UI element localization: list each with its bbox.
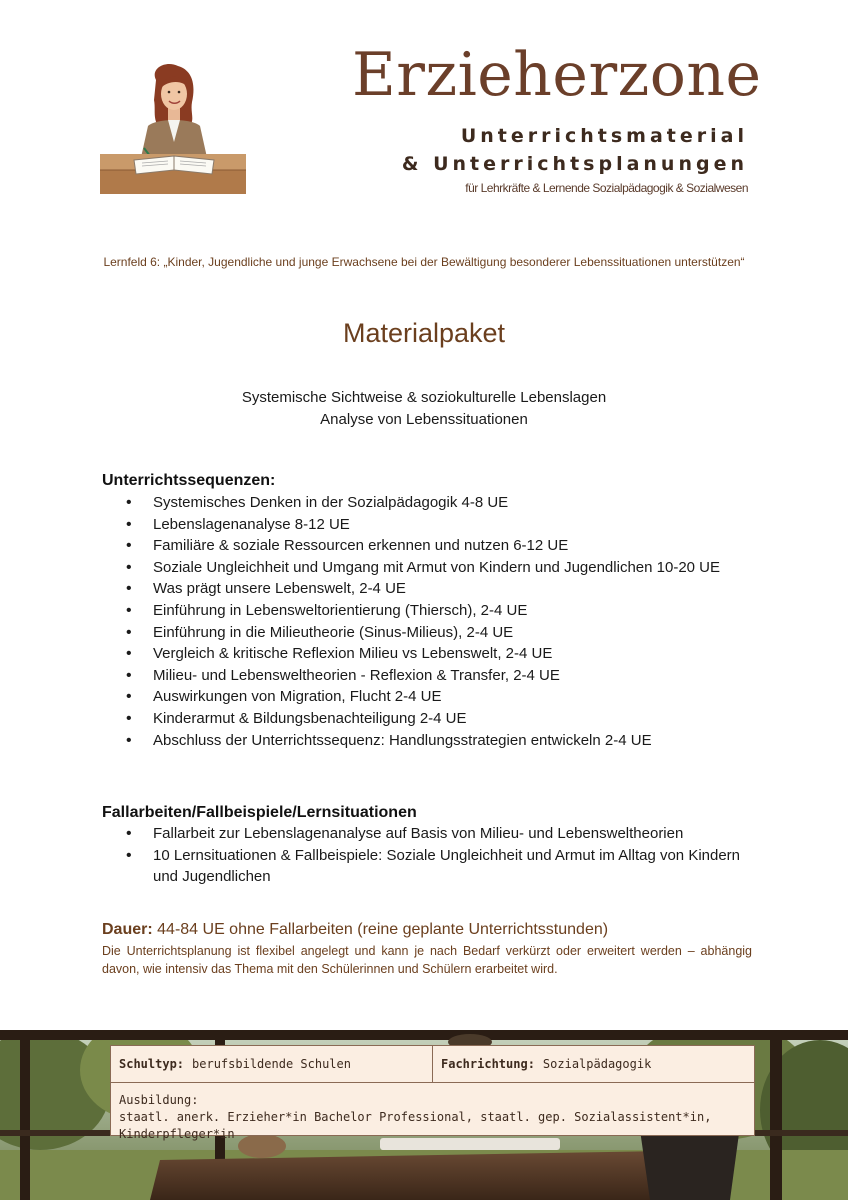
- list-item: • Milieu- und Lebensweltheorien - Reflexion & Transfer, 2-4 UE: [102, 665, 762, 687]
- lernfeld-caption: Lernfeld 6: „Kinder, Jugendliche und junge Erwachsene bei der Bewältigung besonderer Lebenssituationen unterstützen“: [103, 255, 745, 269]
- training-value: staatl. anerk. Erzieher*in Bachelor Professional, staatl. gep. Sozialassistent*in, Kinderpfleger*in: [119, 1110, 712, 1141]
- teacher-illustration: [100, 62, 246, 194]
- list-item: • Fallarbeit zur Lebenslagenanalyse auf Basis von Milieu- und Lebensweltheorien: [102, 823, 762, 845]
- info-box: [110, 1045, 755, 1141]
- brand-subtitle-line1: Unterrichtsmaterial: [460, 125, 748, 147]
- subtitle-line2: Analyse von Lebenssituationen: [320, 411, 528, 428]
- units-heading: Unterrichtssequenzen:: [102, 472, 276, 489]
- training-cell: [111, 1083, 754, 1143]
- brand-subtitle-line3: für Lehrkräfte & Lernende Sozialpädagogik & Sozialwesen: [465, 181, 748, 195]
- list-item: • Kinderarmut & Bildungsbenachteiligung 2-4 UE: [102, 708, 762, 730]
- duration-note: Die Unterrichtsplanung ist flexibel angelegt und kann je nach Bedarf verkürzt oder erweitert werden – abhängig davon, wie intensiv das Thema mit den Schülerinnen und Schülern erarbeitet wird.: [102, 944, 752, 976]
- training-label: Ausbildung:: [119, 1093, 199, 1107]
- duration-value: 44-84 UE ohne Fallarbeiten (reine geplante Unterrichtsstunden): [157, 921, 609, 938]
- list-item: • Soziale Ungleichheit und Umgang mit Armut von Kindern und Jugendlichen 10-20 UE: [102, 557, 762, 579]
- field-value: Sozialpädagogik: [542, 1057, 652, 1071]
- duration-label: Dauer:: [102, 921, 153, 938]
- list-item: • Familiäre & soziale Ressourcen erkennen und nutzen 6-12 UE: [102, 535, 762, 557]
- field-label: Fachrichtung:: [441, 1057, 535, 1071]
- subtitle-line1: Systemische Sichtweise & soziokulturelle Lebenslagen: [241, 389, 607, 406]
- list-item: • Lebenslagenanalyse 8-12 UE: [102, 514, 762, 536]
- schooltype-cell: [111, 1046, 433, 1082]
- units-list: [102, 492, 762, 751]
- schooltype-value: berufsbildende Schulen: [192, 1057, 351, 1071]
- list-item: • Was prägt unsere Lebenswelt, 2-4 UE: [102, 578, 762, 600]
- list-item: • Systemisches Denken in der Sozialpädagogik 4-8 UE: [102, 492, 762, 514]
- page-title: Materialpaket: [342, 318, 506, 348]
- list-item: • Auswirkungen von Migration, Flucht 2-4 UE: [102, 686, 762, 708]
- brand-subtitle-line2: & Unterrichtsplanungen: [401, 153, 748, 175]
- list-item: • Einführung in Lebensweltorientierung (Thiersch), 2-4 UE: [102, 600, 762, 622]
- duration-line: [102, 921, 608, 939]
- brand-title: Erzieherzone: [352, 40, 762, 110]
- field-cell: [433, 1046, 754, 1082]
- list-item: • Abschluss der Unterrichtssequenz: Handlungsstrategien entwickeln 2-4 UE: [102, 730, 762, 752]
- list-item: • Vergleich & kritische Reflexion Milieu vs Lebenswelt, 2-4 UE: [102, 643, 762, 665]
- list-item: • Einführung in die Milieutheorie (Sinus-Milieus), 2-4 UE: [102, 622, 762, 644]
- cases-list: [102, 823, 762, 888]
- schooltype-label: Schultyp:: [119, 1057, 185, 1071]
- cases-heading: Fallarbeiten/Fallbeispiele/Lernsituationen: [102, 804, 417, 821]
- list-item: • 10 Lernsituationen & Fallbeispiele: Soziale Ungleichheit und Armut im Alltag von Kindern und Jugendlichen: [102, 845, 762, 888]
